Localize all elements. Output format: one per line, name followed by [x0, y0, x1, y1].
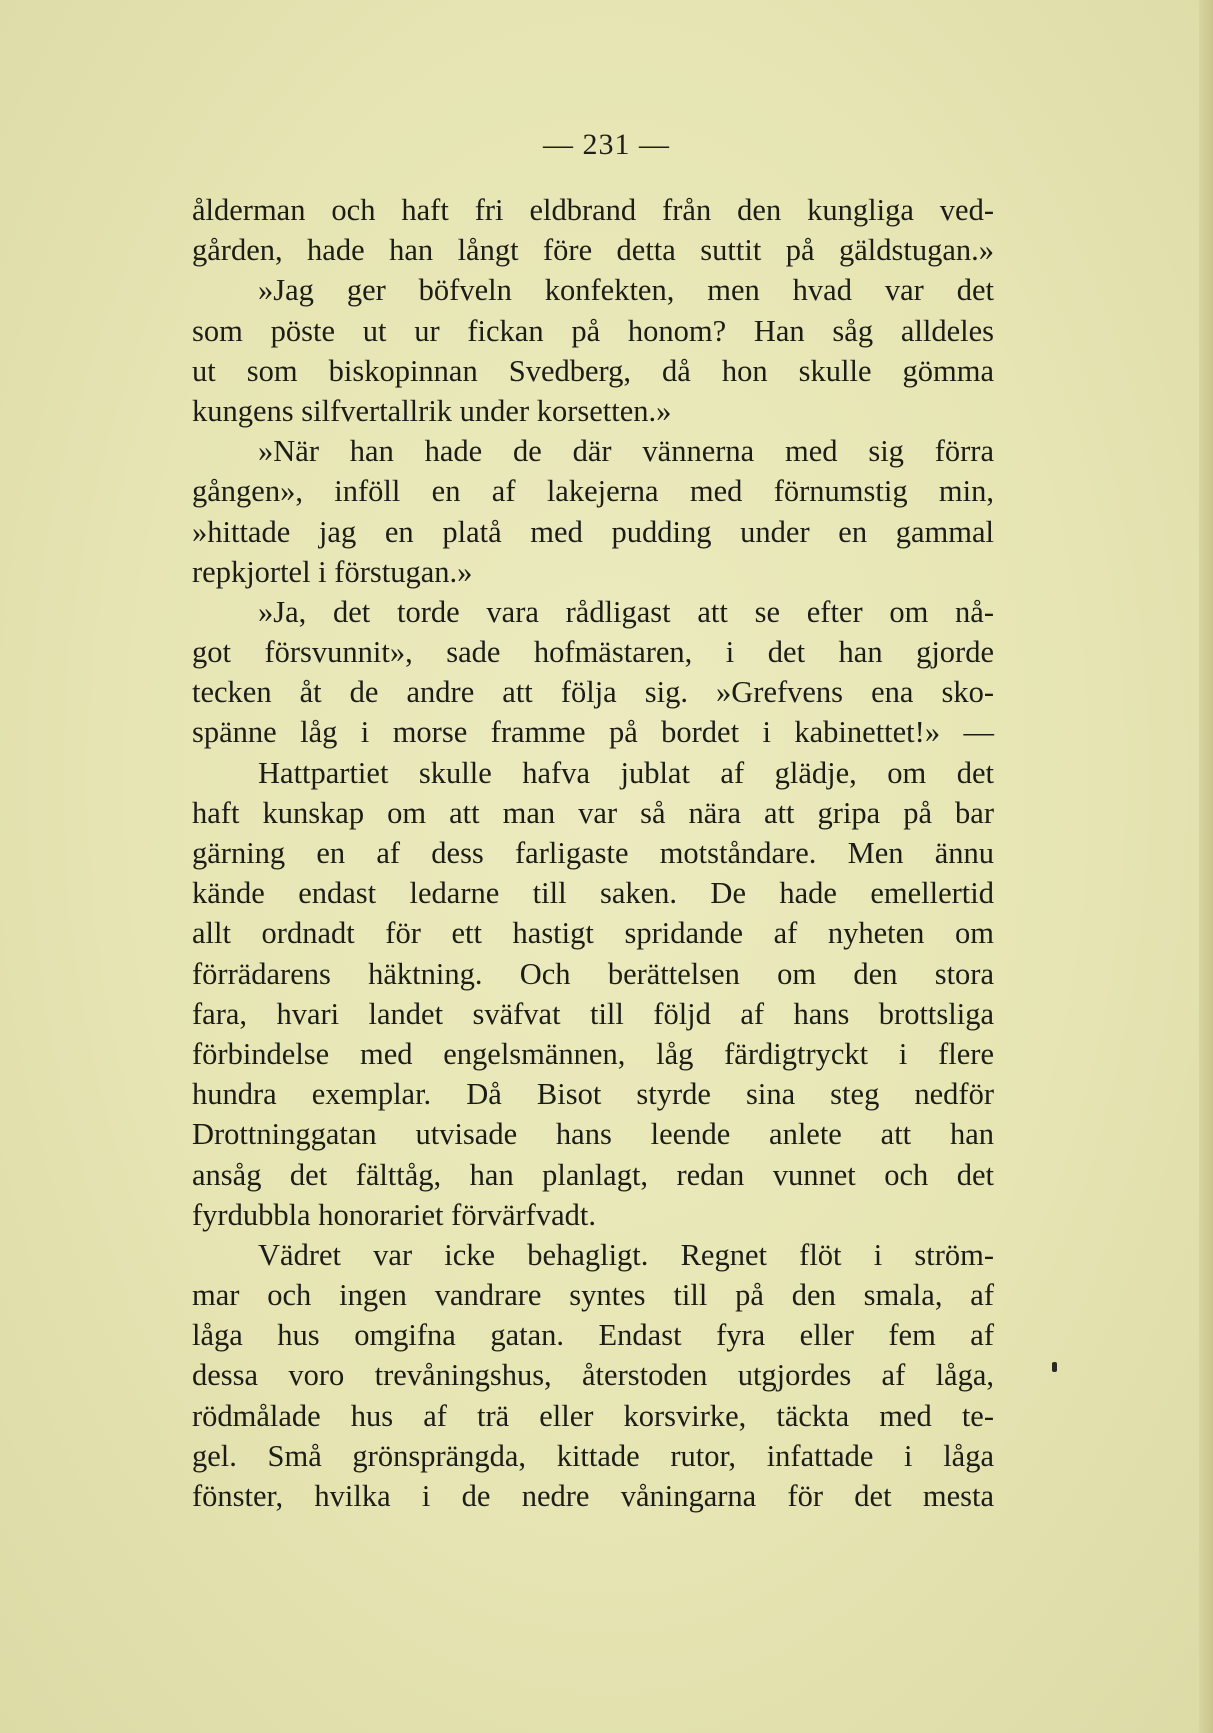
text-line: låga hus omgifna gatan. Endast fyra eller fem af — [192, 1318, 994, 1353]
text-line: Drottninggatan utvisade hans leende anlete att han — [192, 1117, 994, 1152]
text-line: got försvunnit», sade hofmästaren, i det han gjorde — [192, 635, 994, 670]
text-line: gärning en af dess farligaste motståndare. Men ännu — [192, 836, 994, 870]
text-line: spänne låg i morse framme på bordet i kabinettet!» — — [192, 715, 994, 750]
text-line: Vädret var icke behagligt. Regnet flöt i ström- — [258, 1237, 994, 1272]
text-line: ålderman och haft fri eldbrand från den kungliga ved- — [192, 193, 994, 227]
text-line: tecken åt de andre att följa sig. »Grefvens ena sko- — [192, 675, 994, 710]
text-line: haft kunskap om att man var så nära att gripa på bar — [192, 795, 994, 830]
body-text — [192, 190, 994, 1516]
text-line: som pöste ut ur fickan på honom? Han såg alldeles — [192, 313, 994, 348]
text-line: dessa voro trevåningshus, återstoden utgjordes af låga, — [192, 1358, 994, 1393]
text-line: repkjortel i förstugan.» — [192, 554, 473, 589]
text-line: rödmålade hus af trä eller korsvirke, täckta med te- — [192, 1398, 994, 1433]
text-line: fyrdubbla honorariet förvärfvadt. — [192, 1197, 596, 1232]
ink-speck — [1052, 1362, 1057, 1372]
text-line: »När han hade de där vännerna med sig förra — [258, 434, 994, 469]
text-line: »Ja, det torde vara rådligast att se efter om nå- — [258, 594, 994, 629]
text-line: hundra exemplar. Då Bisot styrde sina steg nedför — [192, 1077, 994, 1112]
text-line: »hittade jag en platå med pudding under en gammal — [192, 514, 994, 549]
text-line: kände endast ledarne till saken. De hade emellertid — [192, 876, 994, 911]
text-line: mar och ingen vandrare syntes till på den smala, af — [192, 1278, 994, 1313]
text-line: allt ordnadt för ett hastigt spridande af nyheten om — [192, 916, 994, 951]
text-line: ut som biskopinnan Svedberg, då hon skulle gömma — [192, 353, 994, 388]
text-line: »Jag ger böfveln konfekten, men hvad var det — [258, 273, 994, 308]
text-line: gången», inföll en af lakejerna med förnumstig min, — [192, 474, 994, 509]
text-line: gel. Små grönsprängda, kittade rutor, infattade i låga — [192, 1438, 994, 1473]
text-line: förrädarens häktning. Och berättelsen om den stora — [192, 956, 994, 991]
text-line: fönster, hvilka i de nedre våningarna för det mesta — [192, 1479, 994, 1513]
page-edge — [1199, 0, 1213, 1733]
text-line: ansåg det fälttåg, han planlagt, redan vunnet och det — [192, 1157, 994, 1192]
page-number: — 231 — — [543, 128, 670, 161]
text-line: fara, hvari landet sväfvat till följd af hans brottsliga — [192, 996, 994, 1031]
text-line: gården, hade han långt före detta suttit på gäldstugan.» — [192, 233, 994, 268]
text-line: Hattpartiet skulle hafva jublat af glädje, om det — [258, 755, 994, 790]
text-line: kungens silfvertallrik under korsetten.» — [192, 393, 672, 428]
text-line: förbindelse med engelsmännen, låg färdigtryckt i flere — [192, 1036, 994, 1071]
